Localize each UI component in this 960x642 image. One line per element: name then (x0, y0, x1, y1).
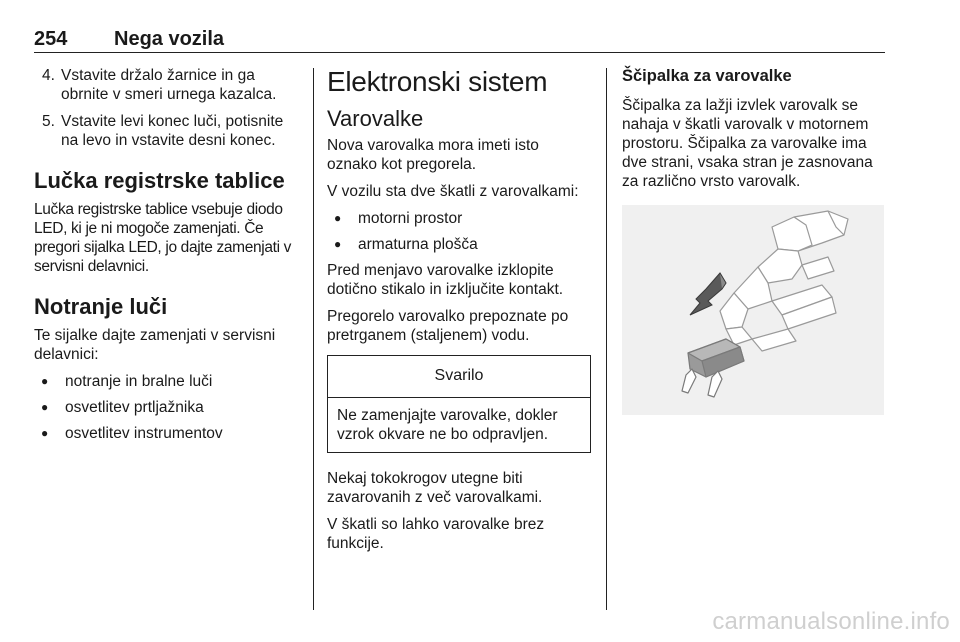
steps-list (34, 66, 300, 150)
interior-lights-text: Te sijalke dajte zamenjati v servisni delavnici: (34, 327, 276, 363)
paragraph: Nova varovalka mora imeti isto oznako kot pregorela. (327, 137, 539, 173)
paragraph: Nekaj tokokrogov utegne biti zavarovanih z več varovalkami. (327, 470, 543, 506)
fuses-heading: Varovalke (327, 106, 424, 131)
fuse-puller-illustration (622, 205, 884, 415)
paragraph: Pregorelo varovalko prepoznate po pretrganem (staljenem) vodu. (327, 308, 569, 344)
list-item: 5. Vstavite levi konec luči, potisnite na levo in vstavite desni konec. (42, 113, 284, 149)
section-title: Elektronski sistem (327, 66, 548, 97)
paragraph: V vozilu sta dve škatli z varovalkami: (327, 183, 579, 200)
paragraph: Pred menjavo varovalke izklopite dotično stikalo in izključite kontakt. (327, 262, 564, 298)
plate-light-heading: Lučka registrske tablice (34, 168, 285, 193)
page-title: Nega vozila (114, 28, 225, 50)
warning-text: Ne zamenjajte varovalke, dokler vzrok okvare ne bo odpravljen. (337, 407, 558, 443)
fuse-box-list (327, 209, 591, 254)
column-middle (327, 66, 591, 561)
paragraph: V škatli so lahko varovalke brez funkcije. (327, 516, 545, 552)
fuse-puller-drawing (622, 205, 884, 415)
plate-light-text: Lučka registrske tablice vsebuje diodo LED, ki je ni mogoče zamenjati. Če pregori sijalka LED, jo dajte zamenjati v servisni delavnici. (34, 201, 292, 275)
list-item: 4. Vstavite držalo žarnice in ga obrnite v smeri urnega kazalca. (42, 67, 277, 103)
warning-title: Svarilo (328, 356, 590, 398)
direction-arrow-icon (690, 273, 726, 315)
column-left (34, 66, 300, 450)
page-header (34, 28, 885, 53)
list-item: ● notranje in bralne luči (34, 372, 300, 391)
list-item: ● osvetlitev prtljažnika (34, 398, 300, 417)
page-number: 254 (34, 28, 68, 50)
list-item: ● osvetlitev instrumentov (34, 424, 300, 443)
fuse-puller-text: Ščipalka za lažji izvlek varovalk se nahaja v škatli varovalk v motornem prostoru. Ščipalka za varovalke ima dve strani, vsaka stran je zasnovana za različno vrsto varovalk. (622, 97, 873, 190)
warning-box (327, 355, 591, 453)
list-item: ● motorni prostor (327, 209, 591, 228)
column-right (622, 66, 886, 415)
watermark: carmanualsonline.info (712, 608, 950, 635)
column-divider (313, 68, 314, 610)
column-divider (606, 68, 607, 610)
interior-lights-list (34, 372, 300, 443)
list-item: ● armaturna plošča (327, 235, 591, 254)
interior-lights-heading: Notranje luči (34, 294, 168, 319)
fuse-puller-heading: Ščipalka za varovalke (622, 67, 792, 85)
